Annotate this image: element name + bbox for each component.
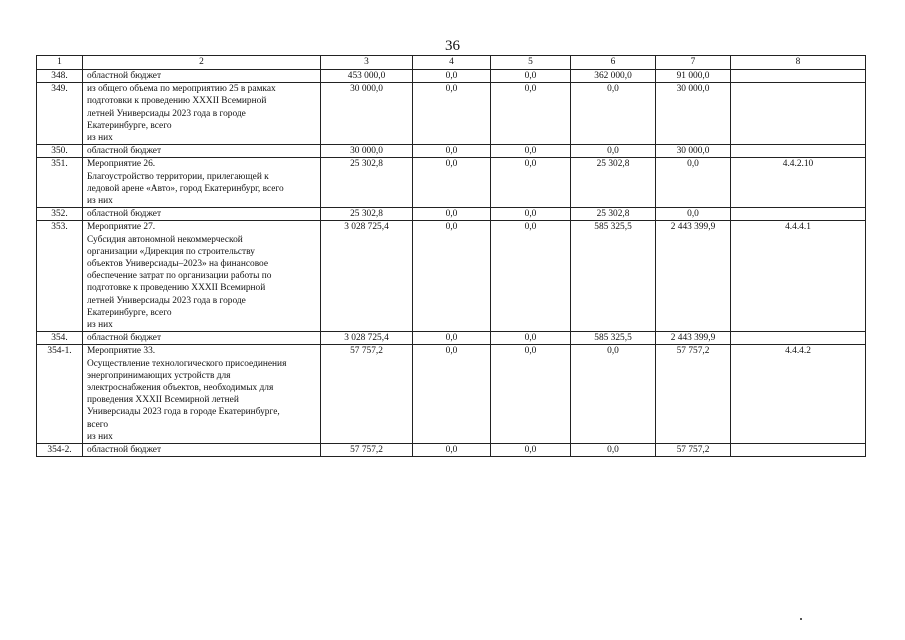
row-description: областной бюджет (83, 70, 321, 83)
column-header: 3 (321, 56, 413, 70)
value-total: 453 000,0 (321, 70, 413, 83)
value-col6: 25 302,8 (571, 208, 656, 221)
value-col7: 2 443 399,9 (656, 221, 731, 332)
value-col7: 30 000,0 (656, 83, 731, 145)
value-col4: 0,0 (413, 70, 491, 83)
column-header: 1 (37, 56, 83, 70)
row-description: областной бюджет (83, 444, 321, 457)
table-row (37, 145, 866, 158)
target-code (731, 444, 866, 457)
row-number: 350. (37, 145, 83, 158)
value-col6: 0,0 (571, 145, 656, 158)
row-number: 354-2. (37, 444, 83, 457)
target-code (731, 332, 866, 345)
value-col4: 0,0 (413, 332, 491, 345)
value-col6: 362 000,0 (571, 70, 656, 83)
value-col7: 91 000,0 (656, 70, 731, 83)
table-header-row (37, 56, 866, 70)
value-col7: 0,0 (656, 208, 731, 221)
row-number: 354. (37, 332, 83, 345)
value-col4: 0,0 (413, 444, 491, 457)
row-description: областной бюджет (83, 208, 321, 221)
value-col7: 57 757,2 (656, 444, 731, 457)
page-number: 36 (445, 38, 460, 54)
table-row (37, 332, 866, 345)
value-col5: 0,0 (491, 70, 571, 83)
value-total: 57 757,2 (321, 444, 413, 457)
column-header: 7 (656, 56, 731, 70)
table-row (37, 158, 866, 208)
value-col5: 0,0 (491, 145, 571, 158)
value-col5: 0,0 (491, 221, 571, 332)
row-description: из общего объема по мероприятию 25 в рамках подготовки к проведению XXXII Всемирной летней Универсиады 2023 года в городе Екатеринбурге, всего из них (83, 83, 321, 145)
value-col4: 0,0 (413, 83, 491, 145)
target-code (731, 70, 866, 83)
row-description: областной бюджет (83, 332, 321, 345)
table-row (37, 83, 866, 145)
value-total: 30 000,0 (321, 83, 413, 145)
value-col6: 0,0 (571, 83, 656, 145)
row-number: 354-1. (37, 345, 83, 444)
value-col5: 0,0 (491, 83, 571, 145)
row-number: 353. (37, 221, 83, 332)
value-total: 25 302,8 (321, 158, 413, 208)
target-code: 4.4.2.10 (731, 158, 866, 208)
value-total: 57 757,2 (321, 345, 413, 444)
value-total: 3 028 725,4 (321, 221, 413, 332)
row-number: 351. (37, 158, 83, 208)
value-col4: 0,0 (413, 221, 491, 332)
value-col5: 0,0 (491, 444, 571, 457)
column-header: 6 (571, 56, 656, 70)
value-col4: 0,0 (413, 158, 491, 208)
value-col7: 57 757,2 (656, 345, 731, 444)
table-row (37, 208, 866, 221)
row-description: Мероприятие 33. Осуществление технологического присоединения энергопринимающих устройств для электроснабжения объектов, необходимых для проведения XXXII Всемирной летней Универсиады 2023 года в городе Екатеринбурге, всего из них (83, 345, 321, 444)
column-header: 8 (731, 56, 866, 70)
row-number: 348. (37, 70, 83, 83)
value-total: 30 000,0 (321, 145, 413, 158)
value-col6: 0,0 (571, 444, 656, 457)
value-col6: 0,0 (571, 345, 656, 444)
table-row (37, 444, 866, 457)
scan-speck (800, 618, 802, 620)
value-col4: 0,0 (413, 345, 491, 444)
target-code: 4.4.4.2 (731, 345, 866, 444)
budget-table (36, 55, 866, 457)
row-description: Мероприятие 26. Благоустройство территории, прилегающей к ледовой арене «Авто», город Екатеринбург, всего из них (83, 158, 321, 208)
target-code (731, 83, 866, 145)
target-code: 4.4.4.1 (731, 221, 866, 332)
table-row (37, 221, 866, 332)
value-col7: 0,0 (656, 158, 731, 208)
value-total: 3 028 725,4 (321, 332, 413, 345)
column-header: 5 (491, 56, 571, 70)
row-description: Мероприятие 27. Субсидия автономной некоммерческой организации «Дирекция по строительству объектов Универсиады–2023» на финансовое обеспечение затрат по организации работы по подготовке к проведению XXXII Всемирной летней Универсиады 2023 года в городе Екатеринбурге, всего из них (83, 221, 321, 332)
column-header: 2 (83, 56, 321, 70)
row-description: областной бюджет (83, 145, 321, 158)
value-col4: 0,0 (413, 208, 491, 221)
target-code (731, 145, 866, 158)
value-col6: 585 325,5 (571, 332, 656, 345)
value-col7: 2 443 399,9 (656, 332, 731, 345)
value-col5: 0,0 (491, 345, 571, 444)
value-col4: 0,0 (413, 145, 491, 158)
value-total: 25 302,8 (321, 208, 413, 221)
value-col5: 0,0 (491, 208, 571, 221)
row-number: 349. (37, 83, 83, 145)
row-number: 352. (37, 208, 83, 221)
target-code (731, 208, 866, 221)
value-col6: 585 325,5 (571, 221, 656, 332)
value-col6: 25 302,8 (571, 158, 656, 208)
value-col5: 0,0 (491, 332, 571, 345)
value-col7: 30 000,0 (656, 145, 731, 158)
value-col5: 0,0 (491, 158, 571, 208)
table-row (37, 345, 866, 444)
table-row (37, 70, 866, 83)
column-header: 4 (413, 56, 491, 70)
